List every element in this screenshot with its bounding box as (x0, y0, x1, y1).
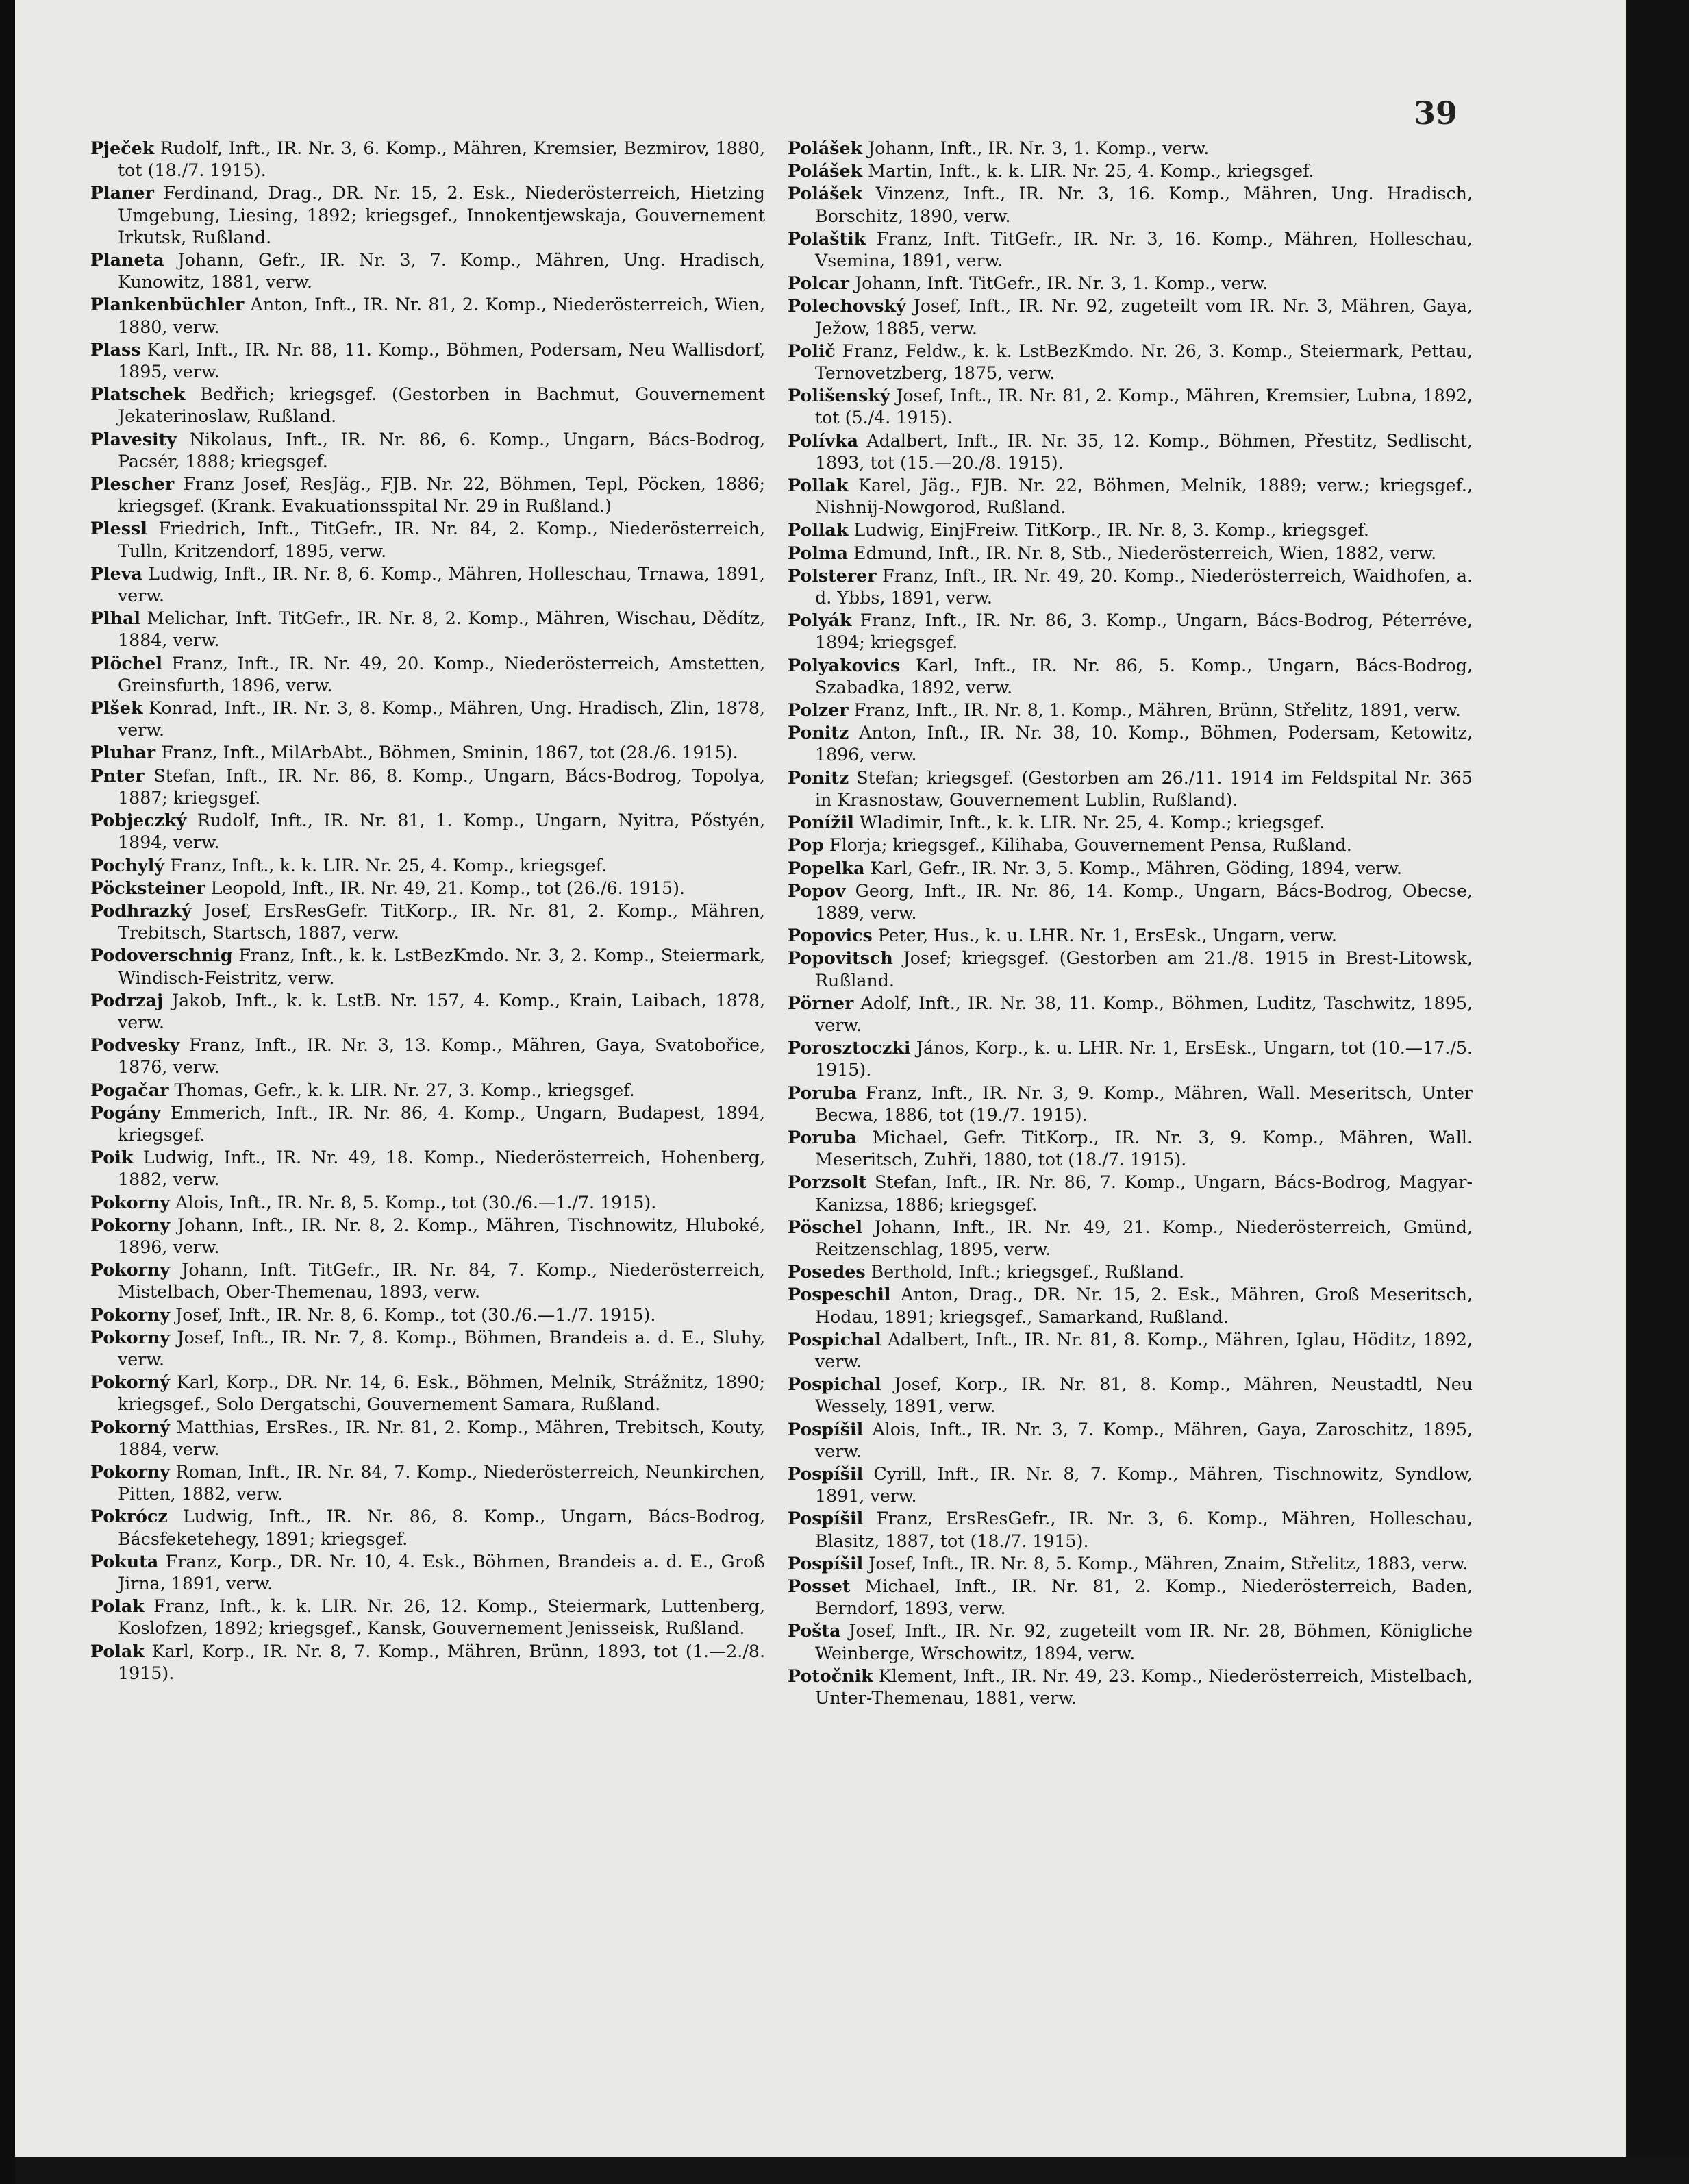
list-entry (788, 1418, 1473, 1463)
entry-surname: Pogány (90, 1102, 161, 1123)
entry-details: Franz, Inft. TitGefr., IR. Nr. 3, 16. Komp., Mähren, Holleschau, Vsemina, 1891, verw. (815, 228, 1473, 271)
entry-surname: Plöchel (90, 652, 163, 673)
entry-details: Franz, Inft., IR. Nr. 86, 3. Komp., Ungarn, Bács-Bodrog, Péterréve, 1894; kriegsgef. (815, 610, 1473, 653)
entry-surname: Pörner (788, 992, 854, 1013)
entry-details: Matthias, ErsRes., IR. Nr. 81, 2. Komp., Mähren, Trebitsch, Kouty, 1884, verw. (118, 1417, 765, 1459)
list-entry (788, 924, 1473, 947)
list-entry (90, 1079, 765, 1102)
entry-details: Konrad, Inft., IR. Nr. 3, 8. Komp., Mähren, Ung. Hradisch, Zlin, 1878, verw. (118, 698, 765, 741)
entry-details: Stefan, Inft., IR. Nr. 86, 7. Komp., Ungarn, Bács-Bodrog, Magyar-Kanizsa, 1886; kriegsgef. (815, 1172, 1473, 1215)
list-entry (788, 137, 1473, 160)
entry-details: Anton, Drag., DR. Nr. 15, 2. Esk., Mähren, Groß Meseritsch, Hodau, 1891; kriegsgef., Samarkand, Rußland. (815, 1285, 1473, 1327)
list-entry (90, 1461, 765, 1505)
entry-details: Franz, Inft., IR. Nr. 3, 9. Komp., Mähren, Wall. Meseritsch, Unter Becwa, 1886, tot (19./7. 1915). (815, 1082, 1473, 1125)
list-entry (788, 542, 1473, 564)
entry-details: Rudolf, Inft., IR. Nr. 81, 1. Komp., Ungarn, Nyitra, Pőstyén, 1894, verw. (118, 810, 765, 853)
entry-surname: Planeta (90, 249, 164, 271)
entry-surname: Pokorný (90, 1416, 171, 1437)
entry-details: Vinzenz, Inft., IR. Nr. 3, 16. Komp., Mähren, Ung. Hradisch, Borschitz, 1890, verw. (815, 184, 1473, 226)
entry-details: Karl, Gefr., IR. Nr. 3, 5. Komp., Mähren, Göding, 1894, verw. (870, 858, 1403, 878)
entry-surname: Posset (788, 1576, 851, 1596)
entry-details: Stefan, Inft., IR. Nr. 86, 8. Komp., Ungarn, Bács-Bodrog, Topolya, 1887; kriegsgef. (118, 765, 765, 808)
entry-details: Franz, Inft., IR. Nr. 8, 1. Komp., Mähren, Brünn, Střelitz, 1891, verw. (853, 700, 1461, 721)
list-entry (788, 1126, 1473, 1171)
list-entry (90, 1595, 765, 1639)
entry-details: Karl, Korp., IR. Nr. 8, 7. Komp., Mähren, Brünn, 1893, tot (1.—2./8. 1915). (118, 1641, 765, 1683)
entry-details: Friedrich, Inft., TitGefr., IR. Nr. 84, 2. Komp., Niederösterreich, Tulln, Kritzendorf, 1895, verw. (118, 519, 765, 561)
list-entry (788, 1552, 1473, 1575)
list-entry (90, 1258, 765, 1303)
entry-details: Franz, Korp., DR. Nr. 10, 4. Esk., Böhmen, Brandeis a. d. E., Groß Jirna, 1891, verw. (118, 1551, 765, 1593)
entry-surname: Porzsolt (788, 1171, 867, 1193)
right-column (788, 137, 1473, 1709)
entry-details: Karel, Jäg., FJB. Nr. 22, Böhmen, Melnik, 1889; verw.; kriegsgef., Nishnij-Nowgorod, Rußland. (815, 475, 1473, 518)
list-entry (788, 834, 1473, 856)
entry-surname: Pokorny (90, 1259, 171, 1280)
entry-surname: Polma (788, 542, 848, 563)
list-entry (90, 562, 765, 607)
list-entry (788, 1283, 1473, 1328)
entry-surname: Pospíšil (788, 1508, 864, 1529)
entry-details: Thomas, Gefr., k. k. LIR. Nr. 27, 3. Komp., kriegsgef. (174, 1080, 635, 1100)
entry-details: Josef, Inft., IR. Nr. 8, 5. Komp., Mähren, Znaim, Střelitz, 1883, verw. (868, 1553, 1468, 1574)
entry-surname: Polášek (788, 183, 863, 204)
scan-edge-bottom (15, 2157, 1689, 2184)
entry-surname: Pogačar (90, 1079, 169, 1100)
list-entry (788, 1082, 1473, 1126)
entry-surname: Pollak (788, 519, 849, 541)
list-entry (788, 519, 1473, 541)
entry-details: Josef, Inft., IR. Nr. 92, zugeteilt vom IR. Nr. 3, Mähren, Gaya, Ježow, 1885, verw. (815, 296, 1473, 338)
list-entry (90, 607, 765, 652)
entry-details: Wladimir, Inft., k. k. LIR. Nr. 25, 4. Komp.; kriegsgef. (859, 812, 1325, 833)
entry-details: Ludwig, Inft., IR. Nr. 8, 6. Komp., Mähren, Holleschau, Trnawa, 1891, verw. (118, 563, 765, 606)
entry-details: Franz, Feldw., k. k. LstBezKmdo. Nr. 26, 3. Komp., Steiermark, Pettau, Ternovetzberg, 1875, verw. (815, 340, 1473, 384)
entry-surname: Plavesity (90, 428, 177, 449)
entry-details: Roman, Inft., IR. Nr. 84, 7. Komp., Niederösterreich, Neunkirchen, Pitten, 1882, verw. (118, 1461, 765, 1504)
list-entry (788, 1463, 1473, 1507)
entry-details: Johann, Inft. TitGefr., IR. Nr. 84, 7. Komp., Niederösterreich, Mistelbach, Ober-Themenau, 1893, verw. (118, 1260, 765, 1302)
entry-details: Jakob, Inft., k. k. LstB. Nr. 157, 4. Komp., Krain, Laibach, 1878, verw. (118, 990, 765, 1032)
list-entry (90, 1326, 765, 1371)
entry-surname: Pječek (90, 138, 155, 158)
list-entry (788, 857, 1473, 880)
list-entry (788, 1328, 1473, 1373)
entry-surname: Polcar (788, 273, 849, 294)
entry-details: Cyrill, Inft., IR. Nr. 8, 7. Komp., Mähren, Tischnowitz, Syndlow, 1891, verw. (815, 1463, 1473, 1506)
list-entry (788, 1171, 1473, 1215)
entry-surname: Pokorný (90, 1372, 171, 1393)
entry-surname: Potočnik (788, 1665, 873, 1686)
entry-surname: Podrzaj (90, 989, 164, 1010)
list-entry (90, 944, 765, 989)
list-entry (90, 741, 765, 764)
entry-surname: Ponitz (788, 722, 849, 743)
list-entry (90, 854, 765, 877)
list-entry (788, 340, 1473, 384)
entry-details: Anton, Inft., IR. Nr. 81, 2. Komp., Niederösterreich, Wien, 1880, verw. (118, 295, 765, 337)
entry-surname: Plessl (90, 518, 147, 539)
list-entry (788, 1620, 1473, 1664)
entry-surname: Posedes (788, 1261, 866, 1282)
list-entry (90, 697, 765, 741)
list-entry (788, 947, 1473, 991)
list-entry (788, 1575, 1473, 1620)
entry-details: Edmund, Inft., IR. Nr. 8, Stb., Niederösterreich, Wien, 1882, verw. (853, 543, 1437, 563)
list-entry (788, 654, 1473, 699)
entry-details: Adolf, Inft., IR. Nr. 38, 11. Komp., Böhmen, Luditz, Taschwitz, 1895, verw. (815, 993, 1473, 1035)
entry-details: Franz, Inft., k. k. LstBezKmdo. Nr. 3, 2. Komp., Steiermark, Windisch-Feistritz, verw. (118, 945, 766, 988)
entry-details: Leopold, Inft., IR. Nr. 49, 21. Komp., tot (26./6. 1915). (210, 878, 686, 898)
entry-surname: Polaštik (788, 227, 866, 249)
list-entry (788, 295, 1473, 339)
list-entry (788, 1507, 1473, 1552)
list-entry (788, 384, 1473, 429)
entry-surname: Popelka (788, 857, 865, 878)
entry-details: Nikolaus, Inft., IR. Nr. 86, 6. Komp., Ungarn, Bács-Bodrog, Pacsér, 1888; kriegsgef. (118, 429, 765, 471)
list-entry (90, 1505, 765, 1550)
list-entry (788, 160, 1473, 182)
entry-details: Josef, Korp., IR. Nr. 81, 8. Komp., Mähren, Neustadtl, Neu Wessely, 1891, verw. (815, 1374, 1473, 1417)
entry-details: Franz, Inft., k. k. LIR. Nr. 25, 4. Komp., kriegsgef. (170, 855, 608, 876)
list-entry (90, 1416, 765, 1461)
entry-surname: Pokrócz (90, 1506, 168, 1527)
entry-surname: Pokorny (90, 1304, 171, 1325)
entry-surname: Podoverschnig (90, 945, 233, 966)
entry-details: Franz, Inft., MilArbAbt., Böhmen, Sminin, 1867, tot (28./6. 1915). (161, 743, 738, 763)
list-entry (90, 1214, 765, 1258)
entry-details: Franz Josef, ResJäg., FJB. Nr. 22, Böhmen, Tepl, Pöcken, 1886; kriegsgef. (Krank. Evakuationsspital Nr. 29 in Rußland.) (118, 474, 765, 517)
list-entry (90, 899, 765, 944)
list-entry (90, 383, 765, 427)
list-entry (788, 227, 1473, 272)
entry-surname: Polechovský (788, 295, 906, 317)
entry-surname: Plescher (90, 473, 175, 495)
list-entry (90, 428, 765, 473)
list-entry (90, 1191, 765, 1214)
list-entry (90, 1371, 765, 1415)
list-entry (788, 767, 1473, 811)
entry-surname: Pospíšil (788, 1552, 864, 1574)
entry-surname: Pobjeczký (90, 810, 187, 831)
entry-details: Franz, Inft., IR. Nr. 49, 20. Komp., Niederösterreich, Waidhofen, a. d. Ybbs, 1891, verw. (815, 565, 1473, 608)
list-entry (90, 1102, 765, 1146)
entry-details: Florja; kriegsgef., Kilihaba, Gouvernement Pensa, Rußland. (829, 835, 1352, 856)
entry-details: Ludwig, Inft., IR. Nr. 86, 8. Komp., Ungarn, Bács-Bodrog, Bácsfeketehegy, 1891; kriegsgef. (118, 1506, 765, 1549)
list-entry (788, 272, 1473, 295)
list-entry (788, 564, 1473, 609)
entry-surname: Pollak (788, 475, 849, 496)
entry-details: Josef, Inft., IR. Nr. 81, 2. Komp., Mähren, Kremsier, Lubna, 1892, tot (5./4. 1915). (815, 386, 1473, 428)
entry-surname: Pošta (788, 1620, 841, 1641)
entry-surname: Pokorny (90, 1326, 171, 1348)
entry-surname: Pokuta (90, 1550, 159, 1572)
left-column (90, 137, 765, 1685)
entry-details: Josef, Inft., IR. Nr. 7, 8. Komp., Böhmen, Brandeis a. d. E., Sluhy, verw. (118, 1327, 765, 1369)
entry-surname: Pochylý (90, 854, 165, 876)
list-entry (788, 880, 1473, 924)
entry-surname: Pokorny (90, 1191, 171, 1213)
list-entry (788, 811, 1473, 834)
entry-details: Johann, Gefr., IR. Nr. 3, 7. Komp., Mähren, Ung. Hradisch, Kunowitz, 1881, verw. (118, 250, 765, 293)
entry-surname: Polášek (788, 160, 863, 182)
entry-details: Stefan; kriegsgef. (Gestorben am 26./11. 1914 im Feldspital Nr. 365 in Krasnostaw, Gouvernement Lublin, Rußland). (815, 767, 1473, 810)
entry-surname: Pokorny (90, 1461, 171, 1482)
entry-details: Rudolf, Inft., IR. Nr. 3, 6. Komp., Mähren, Kremsier, Bezmirov, 1880, tot (18./7. 1915). (118, 138, 765, 181)
entry-details: Martin, Inft., k. k. LIR. Nr. 25, 4. Komp., kriegsgef. (868, 161, 1314, 182)
entry-details: Karl, Korp., DR. Nr. 14, 6. Esk., Böhmen, Melnik, Strážnitz, 1890; kriegsgef., Solo Dergatschi, Gouvernement Samara, Rußland. (118, 1372, 765, 1415)
list-entry (90, 137, 765, 182)
list-entry (90, 652, 765, 697)
entry-details: Karl, Inft., IR. Nr. 86, 5. Komp., Ungarn, Bács-Bodrog, Szabadka, 1892, verw. (815, 655, 1473, 697)
list-entry (90, 293, 765, 338)
entry-surname: Polak (90, 1640, 145, 1661)
entry-surname: Ponížil (788, 812, 854, 833)
entry-details: Franz, Inft., IR. Nr. 49, 20. Komp., Niederösterreich, Amstetten, Greinsfurth, 1896, verw. (118, 653, 765, 695)
entry-surname: Pluhar (90, 742, 156, 763)
list-entry (788, 609, 1473, 654)
entry-surname: Pospíšil (788, 1418, 864, 1439)
entry-surname: Porubа (788, 1082, 858, 1103)
list-entry (90, 182, 765, 249)
list-entry (788, 1261, 1473, 1283)
entry-details: Emmerich, Inft., IR. Nr. 86, 4. Komp., Ungarn, Budapest, 1894, kriegsgef. (118, 1102, 765, 1145)
list-entry (788, 474, 1473, 519)
entry-surname: Pospíšil (788, 1463, 864, 1484)
entry-surname: Poruba (788, 1126, 858, 1147)
entry-details: Ferdinand, Drag., DR. Nr. 15, 2. Esk., Niederösterreich, Hietzing Umgebung, Liesing, 1892; kriegsgef., Innokentjewskaja, Gouvernement Irkutsk, Rußland. (118, 183, 765, 247)
entry-surname: Popovics (788, 925, 873, 946)
document-page (15, 0, 1689, 2184)
entry-surname: Pospichal (788, 1374, 881, 1395)
entry-surname: Pöcksteiner (90, 877, 205, 898)
entry-details: Franz, Inft., IR. Nr. 3, 13. Komp., Mähren, Gaya, Svatobořice, 1876, verw. (118, 1035, 765, 1078)
entry-surname: Polišenský (788, 385, 890, 406)
list-entry (788, 182, 1473, 227)
entry-surname: Poik (90, 1147, 134, 1168)
entry-details: Johann, Inft., IR. Nr. 8, 2. Komp., Mähren, Tischnowitz, Hluboké, 1896, verw. (118, 1215, 765, 1257)
entry-surname: Polak (90, 1596, 145, 1617)
entry-surname: Popov (788, 880, 846, 901)
list-entry (788, 1665, 1473, 1709)
list-entry (788, 1216, 1473, 1261)
entry-surname: Podhrazký (90, 899, 192, 921)
entry-details: Josef; kriegsgef. (Gestorben am 21./8. 1915 in Brest-Litowsk, Rußland. (815, 948, 1473, 991)
entry-details: Klement, Inft., IR. Nr. 49, 23. Komp., Niederösterreich, Mistelbach, Unter-Themenau, 1881, verw. (815, 1665, 1473, 1709)
entry-details: Ludwig, Inft., IR. Nr. 49, 18. Komp., Niederösterreich, Hohenberg, 1882, verw. (118, 1147, 765, 1190)
list-entry (90, 517, 765, 562)
entry-surname: Pöschel (788, 1216, 862, 1237)
list-entry (90, 1550, 765, 1595)
entry-surname: Pleva (90, 562, 142, 584)
list-entry (90, 1640, 765, 1685)
scan-edge-left (0, 0, 15, 2184)
entry-surname: Polyák (788, 610, 852, 631)
entry-details: Anton, Inft., IR. Nr. 38, 10. Komp., Böhmen, Podersam, Ketowitz, 1896, verw. (815, 723, 1473, 765)
entry-details: Adalbert, Inft., IR. Nr. 35, 12. Komp., Böhmen, Přestitz, Sedlischt, 1893, tot (15.—20./8. 1915). (815, 430, 1473, 473)
entry-surname: Platschek (90, 384, 186, 405)
entry-surname: Polzer (788, 699, 849, 721)
entry-details: Peter, Hus., k. u. LHR. Nr. 1, ErsEsk., Ungarn, verw. (877, 926, 1337, 946)
list-entry (90, 1034, 765, 1078)
entry-surname: Plass (90, 338, 141, 360)
page-number: 39 (1413, 95, 1457, 132)
list-entry (788, 721, 1473, 766)
list-entry (788, 1373, 1473, 1417)
entry-details: Josef, Inft., IR. Nr. 92, zugeteilt vom IR. Nr. 28, Böhmen, Königliche Weinberge, Wrschowitz, 1894, verw. (815, 1621, 1473, 1663)
entry-surname: Pnter (90, 765, 145, 786)
list-entry (90, 338, 765, 383)
entry-surname: Ponitz (788, 767, 849, 788)
entry-details: Franz, ErsResGefr., IR. Nr. 3, 6. Komp., Mähren, Holleschau, Blasitz, 1887, tot (18./7. 1915). (815, 1509, 1473, 1551)
entry-surname: Polívka (788, 430, 859, 451)
scan-edge-right (1626, 0, 1689, 2184)
list-entry (788, 699, 1473, 721)
entry-details: Georg, Inft., IR. Nr. 86, 14. Komp., Ungarn, Bács-Bodrog, Obecse, 1889, verw. (815, 880, 1473, 923)
entry-surname: Popovitsch (788, 947, 893, 969)
entry-surname: Pospeschil (788, 1284, 891, 1305)
entry-details: Josef, ErsResGefr. TitKorp., IR. Nr. 81, 2. Komp., Mähren, Trebitsch, Startsch, 1887, verw. (118, 900, 766, 943)
entry-details: Johann, Inft., IR. Nr. 49, 21. Komp., Niederösterreich, Gmünd, Reitzenschlag, 1895, verw. (815, 1217, 1473, 1259)
entry-details: Melichar, Inft. TitGefr., IR. Nr. 8, 2. Komp., Mähren, Wischau, Dědítz, 1884, verw. (118, 608, 765, 651)
entry-details: Ludwig, EinjFreiw. TitKorp., IR. Nr. 8, 3. Komp., kriegsgef. (853, 520, 1369, 541)
entry-surname: Polyakovics (788, 654, 901, 675)
list-entry (788, 1037, 1473, 1081)
entry-surname: Porosztoczki (788, 1037, 911, 1058)
entry-surname: Plankenbüchler (90, 294, 245, 315)
entry-details: Alois, Inft., IR. Nr. 8, 5. Komp., tot (30./6.—1./7. 1915). (175, 1192, 657, 1213)
entry-details: Alois, Inft., IR. Nr. 3, 7. Komp., Mähren, Gaya, Zaroschitz, 1895, verw. (815, 1419, 1473, 1461)
list-entry (90, 1146, 765, 1191)
entry-details: Karl, Inft., IR. Nr. 88, 11. Komp., Böhmen, Podersam, Neu Wallisdorf, 1895, verw. (118, 339, 765, 382)
list-entry (788, 430, 1473, 474)
entry-surname: Pokorny (90, 1214, 171, 1235)
entry-details: Josef, Inft., IR. Nr. 8, 6. Komp., tot (30./6.—1./7. 1915). (175, 1304, 656, 1325)
list-entry (90, 989, 765, 1034)
list-entry (90, 249, 765, 293)
entry-surname: Polášek (788, 138, 863, 158)
entry-details: János, Korp., k. u. LHR. Nr. 1, ErsEsk., Ungarn, tot (10.—17./5. 1915). (815, 1038, 1473, 1080)
entry-surname: Podvesky (90, 1034, 180, 1056)
entry-details: Berthold, Inft.; kriegsgef., Rußland. (871, 1262, 1185, 1282)
list-entry (90, 1304, 765, 1326)
entry-surname: Pospichal (788, 1328, 881, 1350)
entry-surname: Plšek (90, 697, 143, 719)
list-entry (90, 877, 765, 899)
entry-surname: Polič (788, 340, 836, 361)
entry-details: Michael, Inft., IR. Nr. 81, 2. Komp., Niederösterreich, Baden, Berndorf, 1893, verw. (815, 1576, 1473, 1619)
entry-details: Johann, Inft. TitGefr., IR. Nr. 3, 1. Komp., verw. (855, 273, 1268, 294)
entry-surname: Plhal (90, 608, 141, 629)
entry-surname: Pop (788, 834, 824, 856)
list-entry (90, 809, 765, 854)
entry-surname: Polsterer (788, 564, 877, 586)
list-entry (788, 992, 1473, 1037)
list-entry (90, 473, 765, 517)
entry-details: Adalbert, Inft., IR. Nr. 81, 8. Komp., Mähren, Iglau, Höditz, 1892, verw. (815, 1329, 1473, 1372)
entry-details: Michael, Gefr. TitKorp., IR. Nr. 3, 9. Komp., Mähren, Wall. Meseritsch, Zuhři, 1880, tot (18./7. 1915). (815, 1127, 1473, 1170)
entry-details: Franz, Inft., k. k. LIR. Nr. 26, 12. Komp., Steiermark, Luttenberg, Koslofzen, 1892; kriegsgef., Kansk, Gouvernement Jenisseisk, Rußland. (118, 1596, 765, 1639)
entry-details: Johann, Inft., IR. Nr. 3, 1. Komp., verw. (868, 138, 1210, 158)
list-entry (90, 765, 765, 809)
entry-details: Bedřich; kriegsgef. (Gestorben in Bachmut, Gouvernement Jekaterinoslaw, Rußland. (118, 384, 765, 427)
entry-surname: Planer (90, 182, 154, 203)
